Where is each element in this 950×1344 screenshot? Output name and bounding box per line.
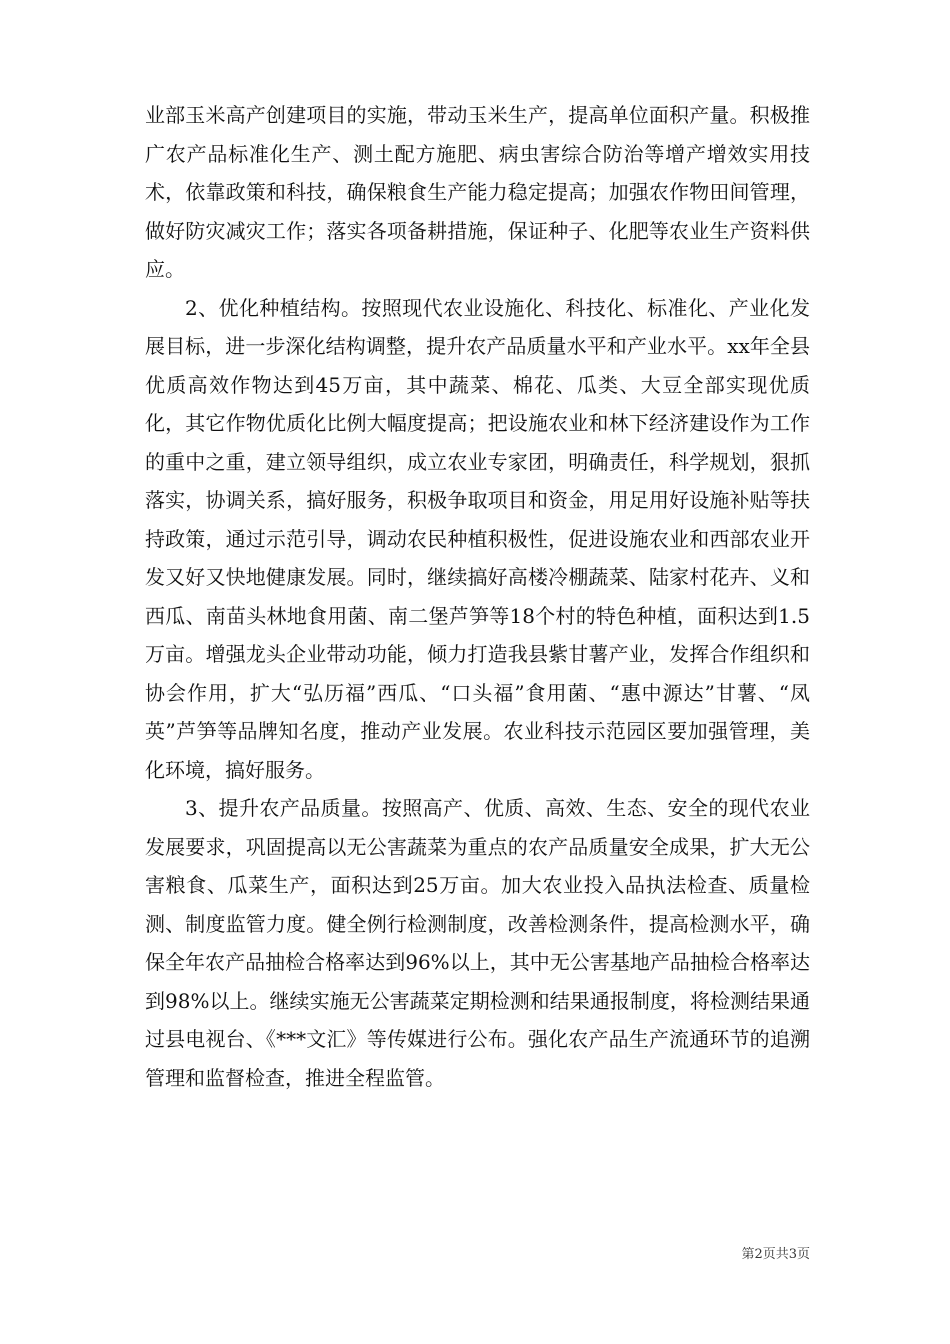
page-number-footer: 第2页共3页 bbox=[741, 1247, 810, 1262]
document-body bbox=[145, 96, 810, 1097]
paragraph-continuation: 业部玉米高产创建项目的实施，带动玉米生产，提高单位面积产量。积极推广农产品标准化生产、测土配方施肥、病虫害综合防治等增产增效实用技术，依靠政策和科技，确保粮食生产能力稳定提高；加强农作物田间管理，做好防灾减灾工作；落实各项备耕措施，保证种子、化肥等农业生产资料供应。 bbox=[145, 103, 810, 281]
paragraph-improve-product-quality: 3、提升农产品质量。按照高产、优质、高效、生态、安全的现代农业发展要求，巩固提高以无公害蔬菜为重点的农产品质量安全成果，扩大无公害粮食、瓜菜生产，面积达到25万亩。加大农业投入品执法检查、质量检测、制度监管力度。健全例行检测制度，改善检测条件，提高检测水平，确保全年农产品抽检合格率达到96%以上，其中无公害基地产品抽检合格率达到98%以上。继续实施无公害蔬菜定期检测和结果通报制度，将检测结果通过县电视台、《***文汇》等传媒进行公布。强化农产品生产流通环节的追溯管理和监督检查，推进全程监管。 bbox=[145, 796, 810, 1090]
paragraph-optimize-planting-structure: 2、优化种植结构。按照现代农业设施化、科技化、标准化、产业化发展目标，进一步深化结构调整，提升农产品质量水平和产业水平。xx年全县优质高效作物达到45万亩，其中蔬菜、棉花、瓜类、大豆全部实现优质化，其它作物优质化比例大幅度提高；把设施农业和林下经济建设作为工作的重中之重，建立领导组织，成立农业专家团，明确责任，科学规划，狠抓落实，协调关系，搞好服务，积极争取项目和资金，用足用好设施补贴等扶持政策，通过示范引导，调动农民种植积极性，促进设施农业和西部农业开发又好又快地健康发展。同时，继续搞好高楼冷棚蔬菜、陆家村花卉、义和西瓜、南苗头林地食用菌、南二堡芦笋等18个村的特色种植，面积达到1.5万亩。增强龙头企业带动功能，倾力打造我县紫甘薯产业，发挥合作组织和协会作用，扩大“弘历福”西瓜、“口头福”食用菌、“惠中源达”甘薯、“凤英”芦笋等品牌知名度，推动产业发展。农业科技示范园区要加强管理，美化环境，搞好服务。 bbox=[145, 295, 810, 782]
